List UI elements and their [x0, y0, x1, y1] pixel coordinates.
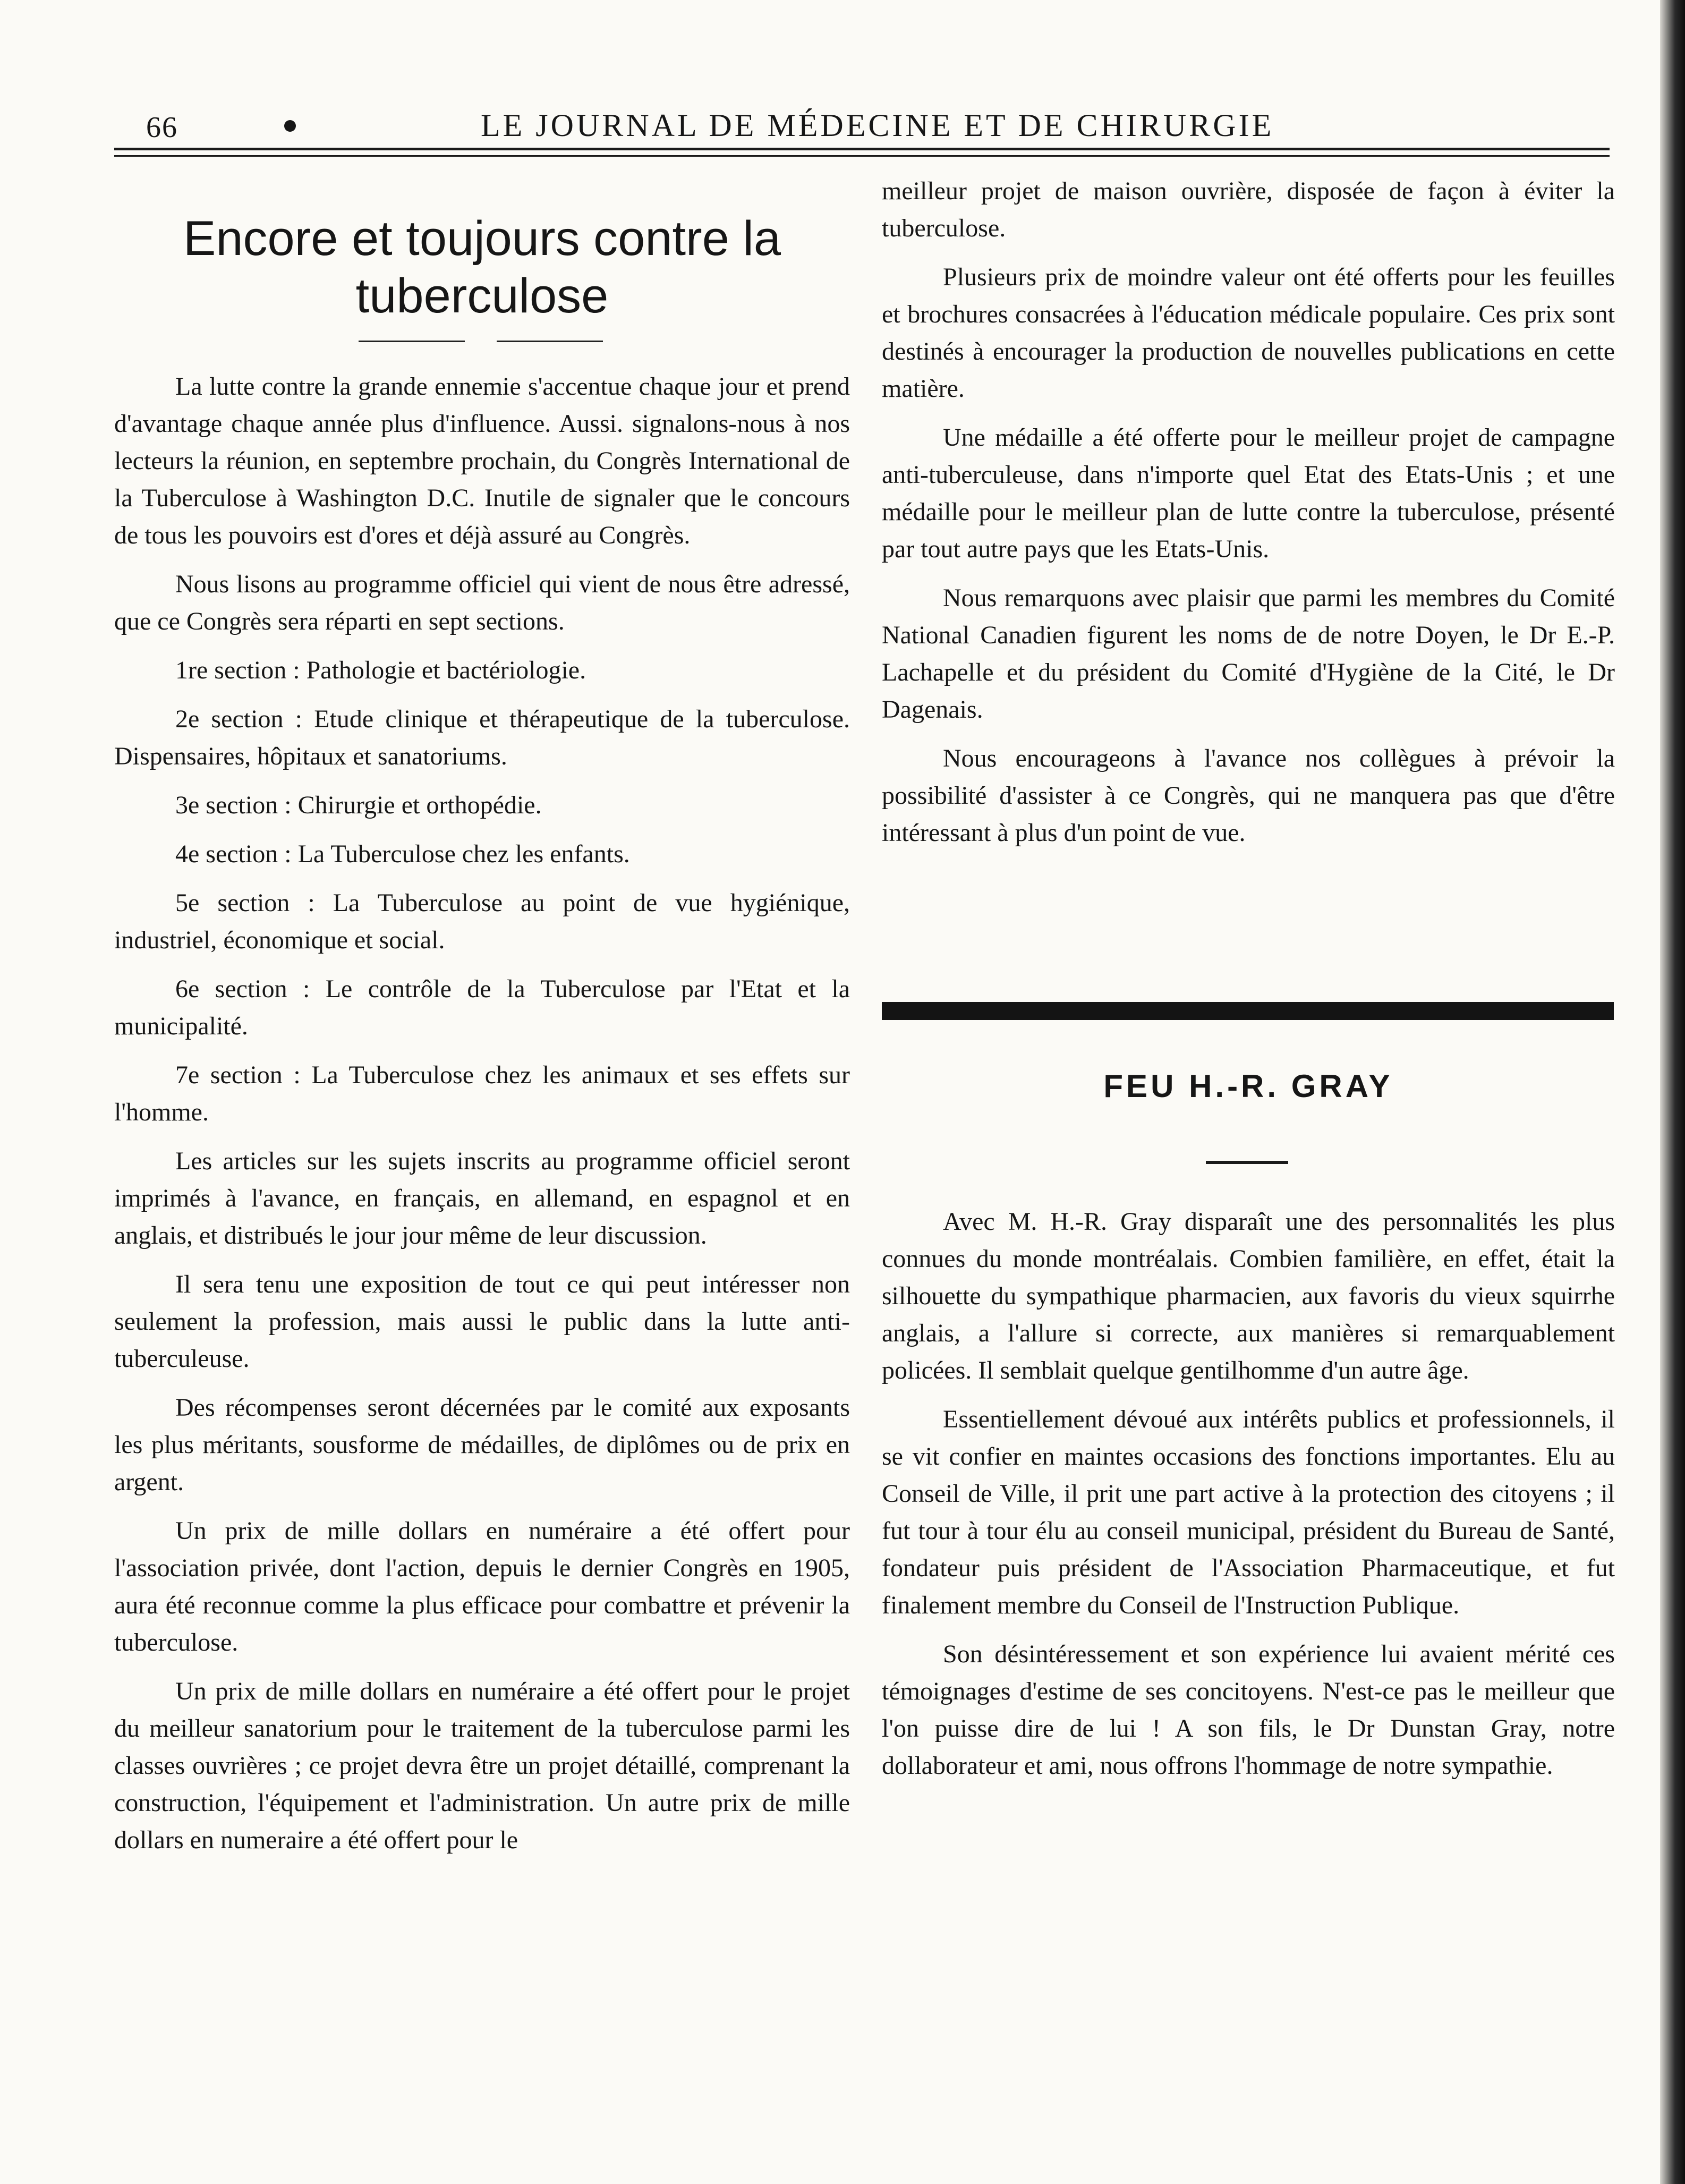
paragraph: Nous lisons au programme officiel qui vient de nous être adressé, que ce Congrès sera réparti en sept sections.	[114, 570, 850, 635]
article-body	[114, 368, 850, 1859]
paragraph: Les articles sur les sujets inscrits au programme officiel seront imprimés à l'avance, en français, en allemand, en espagnol et en anglais, et distribués le jour jour même de leur discussion.	[114, 1147, 850, 1250]
running-title: LE JOURNAL DE MÉDECINE ET DE CHIRURGIE	[481, 108, 1274, 143]
section-item: 6e section : Le contrôle de la Tuberculose par l'Etat et la municipalité.	[114, 975, 850, 1040]
paragraph: Nous encourageons à l'avance nos collègues à prévoir la possibilité d'assister à ce Congrès, qui ne manquera pas que d'être intéressant à plus d'un point de vue.	[882, 744, 1615, 847]
section-item: 2e section : Etude clinique et thérapeutique de la tuberculose. Dispensaires, hôpitaux et sanatoriums.	[114, 705, 850, 770]
header-bullet	[284, 120, 296, 132]
section-item: 7e section : La Tuberculose chez les animaux et ses effets sur l'homme.	[114, 1061, 850, 1126]
header-rule-top	[114, 148, 1610, 150]
page-number: 66	[146, 111, 178, 144]
paragraph: Essentiellement dévoué aux intérêts publics et professionnels, il se vit confier en maintes occasions des fonctions importantes. Elu au Conseil de Ville, il prit une part active à la protection des citoyens ; il fut tour à tour élu au conseil municipal, président du Bureau de Santé, fondateur puis président de l'Association Pharmaceutique, et fut finalement membre du Conseil de l'Instruction Publique.	[882, 1405, 1615, 1619]
paragraph: Avec M. H.-R. Gray disparaît une des personnalités les plus connues du monde montréalais. Combien familière, en effet, était la silhouette du sympathique pharmacien, aux favoris du vieux squirrhe anglais, a l'allure si correcte, aux manières si remarquablement policées. Il semblait quelque gentilhomme d'un autre âge.	[882, 1208, 1615, 1384]
paragraph-continuation: meilleur projet de maison ouvrière, disposée de façon à éviter la tuberculose.	[882, 177, 1615, 242]
section-item: 3e section : Chirurgie et orthopédie.	[175, 791, 542, 819]
section-item: 1re section : Pathologie et bactériologie.	[175, 656, 586, 684]
section-item: 5e section : La Tuberculose au point de vue hygiénique, industriel, économique et social.	[114, 889, 850, 954]
title-separator	[114, 331, 850, 352]
page-edge-shadow	[1660, 0, 1685, 2184]
continuation-body	[882, 173, 1615, 852]
paragraph: Des récompenses seront décernées par le comité aux exposants les plus méritants, sousforme de médailles, de diplômes ou de prix en argent.	[114, 1393, 850, 1496]
paragraph: Son désintéressement et son expérience lui avaient mérité ces témoignages d'estime de ses concitoyens. N'est-ce pas le meilleur que l'on puisse dire de lui ! A son fils, le Dr Dunstan Gray, notre dollaborateur et ami, nous offrons l'hommage de notre sympathie.	[882, 1640, 1615, 1780]
article-title: Encore et toujours contre la tuberculose	[183, 211, 781, 323]
header-rule-bottom	[114, 155, 1610, 157]
obituary-body	[882, 1203, 1615, 1784]
paragraph: Un prix de mille dollars en numéraire a été offert pour l'association privée, dont l'action, depuis le dernier Congrès en 1905, aura été reconnue comme la plus efficace pour combattre et prévenir la tuberculose.	[114, 1517, 850, 1656]
article-continuation	[882, 173, 1615, 863]
paragraph: Une médaille a été offerte pour le meilleur projet de campagne anti-tuberculeuse, dans n'importe quel Etat des Etats-Unis ; et une médaille pour le meilleur plan de lutte contre la tuberculose, présenté par tout autre pays que les Etats-Unis.	[882, 423, 1615, 563]
paragraph: Un prix de mille dollars en numéraire a été offert pour le projet du meilleur sanatorium pour le traitement de la tuberculose parmi les classes ouvrières ; ce projet devra être un projet détaillé, comprenant la construction, l'équipement et l'administration. Un autre prix de mille dollars en numeraire a été offert pour le	[114, 1677, 850, 1854]
paragraph: Nous remarquons avec plaisir que parmi les membres du Comité National Canadien figurent les noms de de notre Doyen, le Dr E.-P. Lachapelle et du président du Comité d'Hygiène de la Cité, le Dr Dagenais.	[882, 584, 1615, 724]
section-divider-bar	[882, 1002, 1614, 1020]
paragraph: Plusieurs prix de moindre valeur ont été offerts pour les feuilles et brochures consacrées à l'éducation médicale populaire. Ces prix sont destinés à encourager la production de nouvelles publications en cette matière.	[882, 263, 1615, 403]
obituary-title-rule	[1206, 1161, 1288, 1164]
paragraph: La lutte contre la grande ennemie s'accentue chaque jour et prend d'avantage chaque année plus d'influence. Aussi. signalons-nous à nos lecteurs la réunion, en septembre prochain, du Congrès International de la Tuberculose à Washington D.C. Inutile de signaler que le concours de tous les pouvoirs est d'ores et déjà assuré au Congrès.	[114, 372, 850, 549]
article-tuberculose	[114, 173, 850, 1871]
obituary-title: FEU H.-R. GRAY	[1103, 1068, 1393, 1104]
article-obituary	[882, 1203, 1615, 1796]
page-header	[114, 106, 1610, 143]
paragraph: Il sera tenu une exposition de tout ce qui peut intéresser non seulement la profession, mais aussi le public dans la lutte anti-tuberculeuse.	[114, 1270, 850, 1373]
section-item: 4e section : La Tuberculose chez les enfants.	[175, 840, 630, 868]
